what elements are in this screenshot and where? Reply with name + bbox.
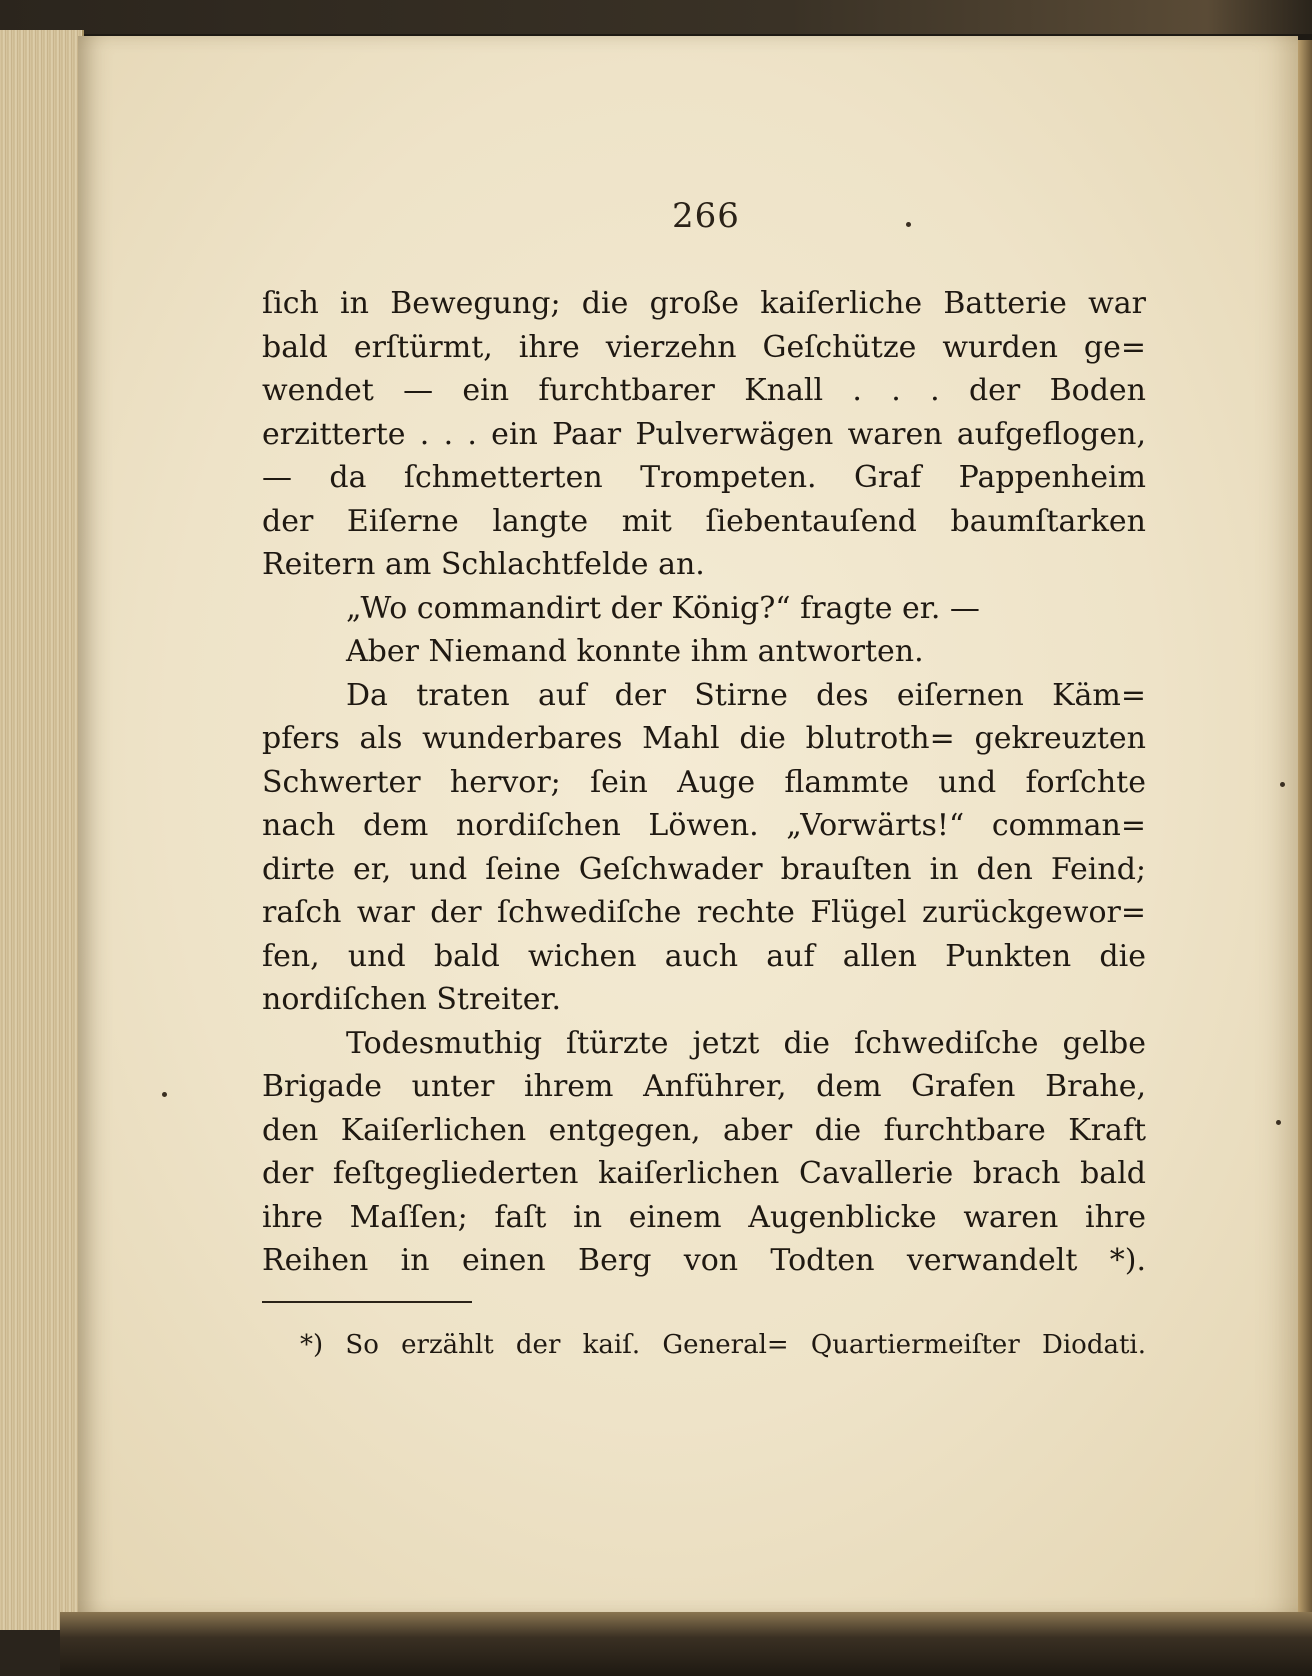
ink-speck: [1276, 1120, 1281, 1125]
text-line: ihre Maſſen; faſt in einem Augenblicke waren ihre: [262, 1199, 1146, 1235]
text-line: Schwerter hervor; ſein Auge flammte und forſchte: [262, 764, 1146, 800]
text-line: bald erſtürmt, ihre vierzehn Geſchütze wurden ge=: [262, 329, 1146, 365]
text-line: fen, und bald wichen auch auf allen Punkten die: [262, 938, 1146, 974]
page-edges: [0, 30, 84, 1630]
text-line: Da traten auf der Stirne des eiſernen Käm=: [346, 677, 1146, 713]
footnote: *) So erzählt der kaiſ. General= Quartiermeiſter Diodati.: [300, 1330, 1146, 1360]
ink-speck: [906, 222, 911, 227]
text-line: dirte er, und ſeine Geſchwader brauſten in den Feind;: [262, 851, 1146, 887]
text-line: ſich in Bewegung; die große kaiſerliche Batterie war: [262, 286, 1146, 321]
book-bottom-edge: [60, 1612, 1312, 1676]
text-line: Aber Niemand konnte ihm antworten.: [346, 634, 924, 669]
footnote-rule: [262, 1301, 472, 1303]
text-line: raſch war der ſchwediſche rechte Flügel zurückgewor=: [262, 895, 1146, 930]
text-line: — da ſchmetterten Trompeten. Graf Pappenheim: [262, 460, 1146, 495]
body-text: [262, 282, 1146, 1283]
ink-speck: [1280, 782, 1285, 787]
text-line: der feſtgegliederten kaiſerlichen Cavallerie brach bald: [262, 1156, 1146, 1191]
text-line: erzitterte . . . ein Paar Pulverwägen waren aufgeflogen,: [262, 416, 1146, 452]
text-line: Brigade unter ihrem Anführer, dem Grafen Brahe,: [262, 1069, 1146, 1104]
text-line: nach dem nordiſchen Löwen. „Vorwärts!“ comman=: [262, 808, 1146, 843]
page-number: 266: [672, 196, 740, 236]
text-line: Reitern am Schlachtfelde an.: [262, 547, 705, 582]
text-line: „Wo commandirt der König?“ fragte er. —: [346, 590, 980, 626]
text-line: Todesmuthig ſtürzte jetzt die ſchwediſche gelbe: [346, 1025, 1146, 1061]
text-line: nordiſchen Streiter.: [262, 982, 562, 1017]
book-cover-top: [0, 0, 1312, 34]
text-line: den Kaiſerlichen entgegen, aber die furchtbare Kraft: [262, 1112, 1146, 1148]
text-line: wendet — ein furchtbarer Knall . . . der Boden: [262, 373, 1146, 408]
ink-speck: [162, 1092, 167, 1097]
text-line: pfers als wunderbares Mahl die blutroth= gekreuzten: [262, 721, 1146, 756]
text-line: der Eiſerne langte mit ſiebentauſend baumſtarken: [262, 503, 1146, 539]
text-line: Reihen in einen Berg von Todten verwandelt *).: [262, 1243, 1146, 1278]
